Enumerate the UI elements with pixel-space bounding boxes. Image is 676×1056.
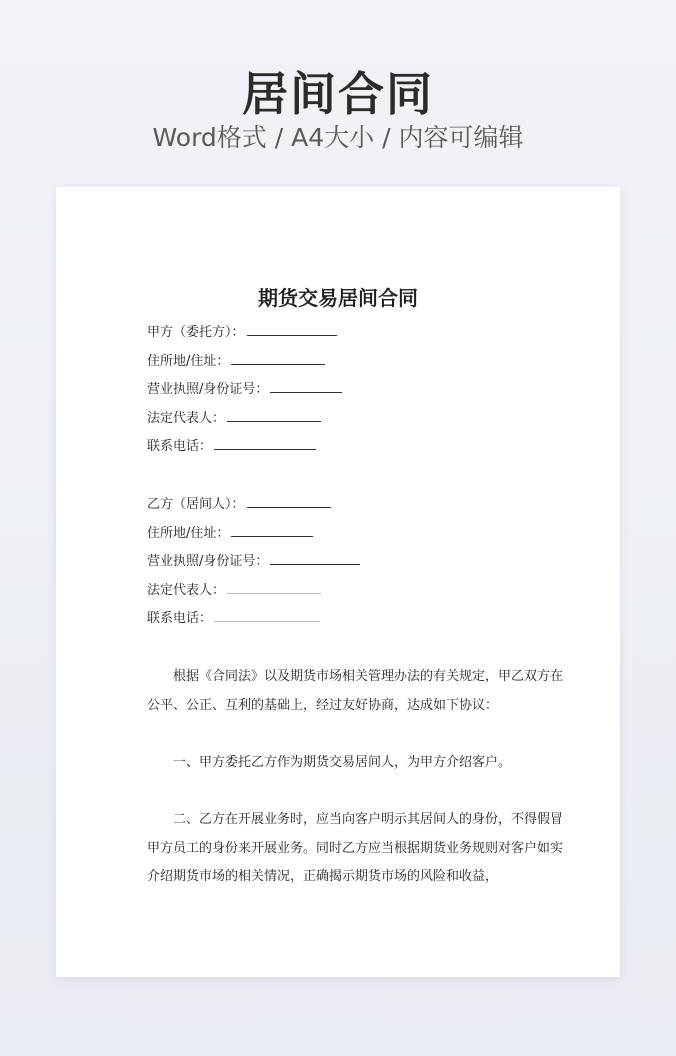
party-a-representative-blank[interactable] xyxy=(227,420,321,422)
party-a-address-blank[interactable] xyxy=(231,363,325,365)
party-b-representative-row xyxy=(147,577,567,606)
party-a-name-blank[interactable] xyxy=(247,334,337,336)
party-b-phone-row xyxy=(147,605,567,634)
banner-subtitle: Word格式 / A4大小 / 内容可编辑 xyxy=(152,123,524,152)
party-b-heading-label: 乙方（居间人）： xyxy=(147,497,245,512)
banner-title: 居间合同 xyxy=(242,67,434,121)
party-a-license-blank[interactable] xyxy=(270,391,342,393)
preamble-paragraph: 根据《合同法》以及期货市场相关管理办法的有关规定，甲乙双方在公平、公正、互利的基础上，经过友好协商，达成如下协议： xyxy=(147,669,564,713)
party-a-address-row xyxy=(147,348,567,377)
document-title: 期货交易居间合同 xyxy=(258,286,418,310)
clause-2-paragraph: 二、乙方在开展业务时，应当向客户明示其居间人的身份，不得假冒甲方员工的身份来开展业务。同时乙方应当根据期货业务规则对客户如实介绍期货市场的相关情况，正确揭示期货市场的风险和收益， xyxy=(147,812,564,885)
party-b-heading-row xyxy=(147,491,567,520)
party-a-heading-row xyxy=(147,319,567,348)
document-page xyxy=(56,187,620,977)
party-b-address-row xyxy=(147,520,567,549)
party-b-address-label: 住所地/住址： xyxy=(147,525,230,541)
party-a-representative-label: 法定代表人： xyxy=(147,410,226,426)
party-b-address-blank[interactable] xyxy=(231,535,313,537)
party-a-phone-blank[interactable] xyxy=(214,448,316,450)
party-b-section xyxy=(147,491,567,634)
party-b-license-label: 营业执照/身份证号： xyxy=(147,554,269,570)
clause-1-paragraph: 一、甲方委托乙方作为期货交易居间人，为甲方介绍客户。 xyxy=(173,755,512,770)
party-a-address-label: 住所地/住址： xyxy=(147,353,230,369)
party-a-license-row xyxy=(147,376,567,405)
party-b-name-blank[interactable] xyxy=(247,506,331,508)
party-a-license-label: 营业执照/身份证号： xyxy=(147,382,269,398)
party-a-phone-row xyxy=(147,433,567,462)
party-b-representative-label: 法定代表人： xyxy=(147,582,226,598)
party-b-phone-blank[interactable] xyxy=(214,620,320,622)
party-a-representative-row xyxy=(147,405,567,434)
party-b-license-blank[interactable] xyxy=(270,563,360,565)
party-b-representative-blank[interactable] xyxy=(227,592,321,594)
party-b-license-row xyxy=(147,548,567,577)
party-a-phone-label: 联系电话： xyxy=(147,439,213,455)
party-b-phone-label: 联系电话： xyxy=(147,611,213,627)
party-a-section xyxy=(147,319,567,462)
party-a-heading-label: 甲方（委托方）： xyxy=(147,325,245,340)
